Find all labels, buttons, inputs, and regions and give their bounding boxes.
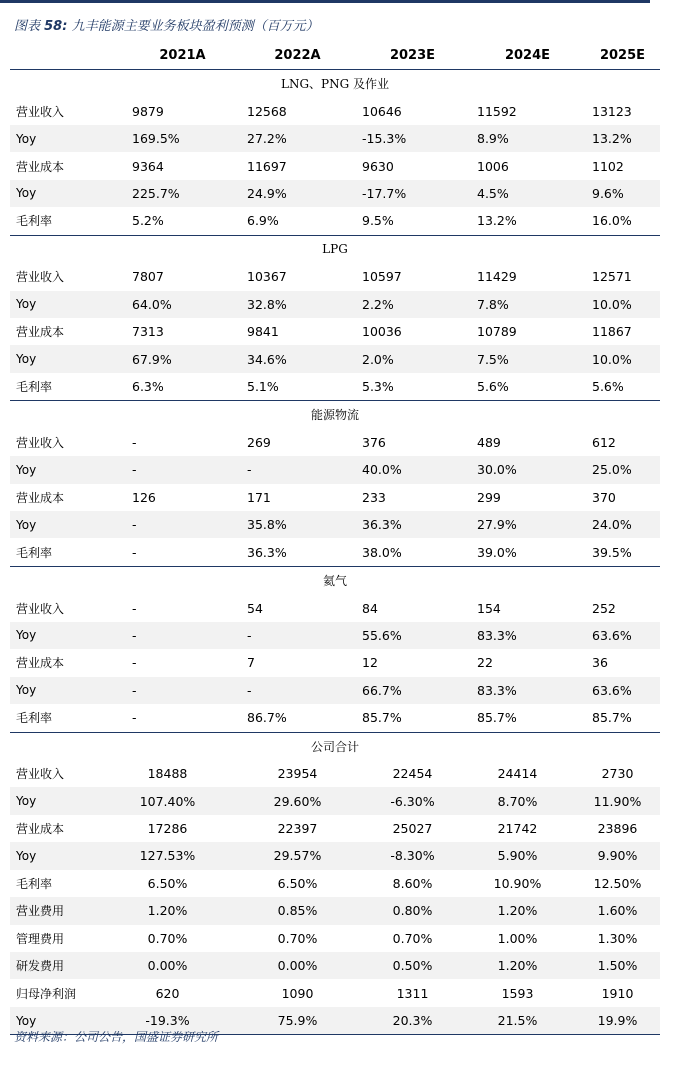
table-cell: 12568 bbox=[247, 103, 287, 119]
table-cell: 13.2% bbox=[585, 125, 660, 152]
table-cell: 1.00% bbox=[497, 930, 538, 946]
table-cell: 0.00% bbox=[240, 952, 355, 979]
table-cell: 24.9% bbox=[240, 180, 355, 207]
row-label: 营业成本 bbox=[16, 325, 65, 340]
table-row bbox=[10, 842, 660, 869]
header-cell-empty bbox=[10, 42, 125, 70]
table-row bbox=[10, 318, 660, 345]
top-rule bbox=[0, 0, 650, 3]
table-cell: - bbox=[240, 456, 355, 483]
row-label: Yoy bbox=[10, 842, 125, 869]
table-cell: 32.8% bbox=[240, 291, 355, 318]
table-cell: 233 bbox=[362, 489, 386, 505]
table-cell: -6.30% bbox=[355, 787, 470, 814]
row-label: 毛利率 bbox=[16, 380, 53, 395]
table-cell: 1102 bbox=[592, 158, 624, 174]
table-row bbox=[10, 207, 660, 235]
table-row bbox=[10, 345, 660, 372]
table-cell: 7.8% bbox=[470, 291, 585, 318]
table-cell: - bbox=[240, 677, 355, 704]
table-cell: 1311 bbox=[396, 985, 429, 1001]
table-cell: 63.6% bbox=[585, 622, 660, 649]
table-cell: 9.90% bbox=[585, 842, 660, 869]
section-title: LNG、PNG 及作业 bbox=[280, 77, 390, 92]
figure-title-prefix: 图表 bbox=[14, 19, 45, 34]
table-cell: 1.30% bbox=[597, 930, 638, 946]
table-cell: 29.57% bbox=[240, 842, 355, 869]
row-label: 毛利率 bbox=[16, 876, 53, 891]
table-cell: 8.9% bbox=[470, 125, 585, 152]
table-row bbox=[10, 594, 660, 621]
row-label: 毛利率 bbox=[16, 711, 53, 726]
row-label: 营业成本 bbox=[16, 159, 65, 174]
table-cell: 6.9% bbox=[247, 213, 279, 229]
row-label: 研发费用 bbox=[10, 952, 125, 979]
header-cell-2025e: 2025E bbox=[585, 42, 660, 70]
table-cell: 10.0% bbox=[585, 291, 660, 318]
table-row bbox=[10, 952, 660, 979]
table-cell: 252 bbox=[592, 600, 616, 616]
table-cell: 85.7% bbox=[477, 710, 517, 726]
table-cell: - bbox=[132, 544, 137, 560]
table-cell: 22397 bbox=[277, 821, 318, 837]
table-cell: 11697 bbox=[247, 158, 287, 174]
table-row bbox=[10, 704, 660, 732]
forecast-table bbox=[10, 42, 660, 1035]
table-cell: 64.0% bbox=[125, 291, 240, 318]
table-cell: 10597 bbox=[362, 269, 402, 285]
table-cell: 1.20% bbox=[470, 952, 585, 979]
table-cell: 154 bbox=[477, 600, 501, 616]
table-cell: 10789 bbox=[477, 324, 517, 340]
table-cell: -17.7% bbox=[355, 180, 470, 207]
table-cell: 23954 bbox=[277, 766, 318, 782]
table-cell: 7 bbox=[247, 655, 255, 671]
table-cell: 5.90% bbox=[470, 842, 585, 869]
table-cell: - bbox=[125, 456, 240, 483]
header-cell-2023e: 2023E bbox=[355, 42, 470, 70]
row-label: Yoy bbox=[10, 125, 125, 152]
row-label: Yoy bbox=[10, 622, 125, 649]
table-row bbox=[10, 152, 660, 179]
table-cell: 12571 bbox=[592, 269, 632, 285]
table-cell: 9.6% bbox=[585, 180, 660, 207]
header-cell-2022a: 2022A bbox=[240, 42, 355, 70]
row-label: 营业收入 bbox=[16, 767, 65, 782]
table-cell: 1.60% bbox=[585, 897, 660, 924]
table-cell: 376 bbox=[362, 434, 386, 450]
table-cell: 23896 bbox=[597, 821, 638, 837]
table-cell: 25.0% bbox=[585, 456, 660, 483]
row-label: Yoy bbox=[10, 456, 125, 483]
table-cell: 22 bbox=[477, 655, 493, 671]
table-cell: 0.70% bbox=[392, 930, 433, 946]
table-cell: 5.3% bbox=[362, 379, 394, 395]
table-cell: 5.2% bbox=[132, 213, 164, 229]
table-cell: 21.5% bbox=[470, 1007, 585, 1035]
table-row bbox=[10, 649, 660, 676]
table-cell: 269 bbox=[247, 434, 271, 450]
section-header-row bbox=[10, 235, 660, 263]
table-row bbox=[10, 125, 660, 152]
table-cell: 11867 bbox=[592, 324, 632, 340]
table-cell: - bbox=[125, 511, 240, 538]
table-cell: 27.2% bbox=[240, 125, 355, 152]
table-cell: 10.0% bbox=[585, 345, 660, 372]
table-row bbox=[10, 870, 660, 897]
table-cell: 7.5% bbox=[470, 345, 585, 372]
table-cell: 12.50% bbox=[593, 875, 642, 891]
table-cell: 22454 bbox=[392, 766, 433, 782]
table-cell: 1910 bbox=[601, 985, 634, 1001]
table-row bbox=[10, 622, 660, 649]
row-label: Yoy bbox=[10, 180, 125, 207]
table-cell: 127.53% bbox=[125, 842, 240, 869]
figure-number: 58: bbox=[44, 19, 68, 34]
row-label: 管理费用 bbox=[16, 931, 65, 946]
table-cell: 29.60% bbox=[240, 787, 355, 814]
table-cell: 9364 bbox=[132, 158, 164, 174]
table-cell: 5.6% bbox=[477, 379, 509, 395]
table-cell: 1.20% bbox=[125, 897, 240, 924]
row-label: Yoy bbox=[10, 787, 125, 814]
section-header-row bbox=[10, 401, 660, 429]
table-cell: 63.6% bbox=[585, 677, 660, 704]
table-cell: 7313 bbox=[132, 324, 164, 340]
table-cell: 0.70% bbox=[277, 930, 318, 946]
table-cell: 2.2% bbox=[355, 291, 470, 318]
table-cell: 10.90% bbox=[493, 875, 542, 891]
table-cell: 6.50% bbox=[147, 875, 188, 891]
table-row bbox=[10, 373, 660, 401]
table-row bbox=[10, 677, 660, 704]
table-cell: 40.0% bbox=[355, 456, 470, 483]
table-cell: 35.8% bbox=[240, 511, 355, 538]
table-cell: 0.80% bbox=[355, 897, 470, 924]
table-cell: 1.20% bbox=[470, 897, 585, 924]
table-cell: 10036 bbox=[362, 324, 402, 340]
table-cell: - bbox=[240, 622, 355, 649]
section-header-row bbox=[10, 732, 660, 760]
header-row bbox=[10, 42, 660, 70]
row-label: 营业收入 bbox=[16, 270, 65, 285]
row-label: 归母净利润 bbox=[16, 986, 77, 1001]
section-title: LPG bbox=[10, 235, 660, 263]
row-label: 营业成本 bbox=[16, 656, 65, 671]
table-row bbox=[10, 897, 660, 924]
table-row bbox=[10, 538, 660, 566]
table-cell: 34.6% bbox=[240, 345, 355, 372]
section-title: 能源物流 bbox=[10, 401, 660, 429]
row-label: 营业收入 bbox=[16, 104, 65, 119]
table-cell: - bbox=[125, 677, 240, 704]
table-cell: 11429 bbox=[477, 269, 517, 285]
table-cell: 1593 bbox=[501, 985, 534, 1001]
row-label: 毛利率 bbox=[16, 214, 53, 229]
table-cell: 370 bbox=[592, 489, 616, 505]
table-cell: 11.90% bbox=[585, 787, 660, 814]
table-cell: -8.30% bbox=[355, 842, 470, 869]
table-row bbox=[10, 429, 660, 456]
table-cell: 2.0% bbox=[355, 345, 470, 372]
table-row bbox=[10, 97, 660, 124]
table-cell: 11592 bbox=[477, 103, 517, 119]
table-cell: 8.60% bbox=[392, 875, 433, 891]
table-row bbox=[10, 760, 660, 787]
table-row bbox=[10, 511, 660, 538]
table-cell: 21742 bbox=[497, 821, 538, 837]
table-cell: 17286 bbox=[147, 821, 188, 837]
table-cell: 27.9% bbox=[470, 511, 585, 538]
table-cell: 10646 bbox=[362, 103, 402, 119]
table-row bbox=[10, 456, 660, 483]
row-label: Yoy bbox=[10, 677, 125, 704]
header-cell-2024e: 2024E bbox=[470, 42, 585, 70]
table-cell: 169.5% bbox=[125, 125, 240, 152]
table-row bbox=[10, 484, 660, 511]
table-cell: 299 bbox=[477, 489, 501, 505]
table-body bbox=[10, 70, 660, 1035]
section-title: 公司合计 bbox=[10, 732, 660, 760]
section-title: 氦气 bbox=[10, 566, 660, 594]
row-label: 毛利率 bbox=[16, 545, 53, 560]
section-header-row bbox=[10, 70, 660, 98]
table-cell: 1090 bbox=[281, 985, 314, 1001]
table-cell: - bbox=[125, 622, 240, 649]
table-row bbox=[10, 815, 660, 842]
table-cell: 85.7% bbox=[362, 710, 402, 726]
table-cell: 6.3% bbox=[132, 379, 164, 395]
table-cell: 10367 bbox=[247, 269, 287, 285]
table-cell: 25027 bbox=[392, 821, 433, 837]
table-cell: 24.0% bbox=[585, 511, 660, 538]
table-cell: 620 bbox=[155, 985, 180, 1001]
table-cell: 9630 bbox=[362, 158, 394, 174]
table-cell: 0.70% bbox=[147, 930, 188, 946]
table-cell: 107.40% bbox=[125, 787, 240, 814]
table-cell: 85.7% bbox=[592, 710, 632, 726]
row-label: 营业费用 bbox=[10, 897, 125, 924]
table-cell: 16.0% bbox=[592, 213, 632, 229]
table-cell: - bbox=[132, 434, 137, 450]
table-cell: 225.7% bbox=[125, 180, 240, 207]
table-row bbox=[10, 979, 660, 1006]
table-cell: 2730 bbox=[601, 766, 634, 782]
table-row bbox=[10, 925, 660, 952]
row-label: Yoy bbox=[10, 511, 125, 538]
row-label: 营业成本 bbox=[16, 490, 65, 505]
table-cell: 54 bbox=[247, 600, 263, 616]
table-cell: 612 bbox=[592, 434, 616, 450]
table-cell: 12 bbox=[362, 655, 378, 671]
table-cell: 13.2% bbox=[477, 213, 517, 229]
row-label: Yoy bbox=[10, 291, 125, 318]
table-cell: 19.9% bbox=[585, 1007, 660, 1035]
figure-title bbox=[14, 13, 319, 41]
table-cell: 83.3% bbox=[470, 677, 585, 704]
table-cell: 83.3% bbox=[470, 622, 585, 649]
table-cell: 20.3% bbox=[355, 1007, 470, 1035]
table-cell: 9879 bbox=[132, 103, 164, 119]
table-cell: 171 bbox=[247, 489, 271, 505]
table-cell: 489 bbox=[477, 434, 501, 450]
table-cell: 0.85% bbox=[240, 897, 355, 924]
table-cell: 13123 bbox=[592, 103, 632, 119]
table-cell: 55.6% bbox=[355, 622, 470, 649]
table-row bbox=[10, 787, 660, 814]
table-cell: 9841 bbox=[247, 324, 279, 340]
table-row bbox=[10, 180, 660, 207]
row-label: 营业收入 bbox=[16, 435, 65, 450]
table-cell: 1006 bbox=[477, 158, 509, 174]
table-cell: - bbox=[132, 655, 137, 671]
table-cell: 5.6% bbox=[592, 379, 624, 395]
section-header-row bbox=[10, 566, 660, 594]
table-cell: 0.50% bbox=[355, 952, 470, 979]
table-cell: 4.5% bbox=[470, 180, 585, 207]
table-cell: 36.3% bbox=[247, 544, 287, 560]
table-row bbox=[10, 263, 660, 290]
table-cell: 39.5% bbox=[592, 544, 632, 560]
table-cell: 1.50% bbox=[585, 952, 660, 979]
table-cell: 0.00% bbox=[125, 952, 240, 979]
table-cell: 8.70% bbox=[470, 787, 585, 814]
figure-title-text: 九丰能源主要业务板块盈利预测（百万元） bbox=[67, 19, 319, 34]
row-label: Yoy bbox=[10, 345, 125, 372]
table-cell: 36 bbox=[592, 655, 608, 671]
table-cell: 84 bbox=[362, 600, 378, 616]
table-cell: 9.5% bbox=[362, 213, 394, 229]
table-cell: 30.0% bbox=[470, 456, 585, 483]
table-cell: - bbox=[132, 710, 137, 726]
table-cell: 39.0% bbox=[477, 544, 517, 560]
table-cell: 36.3% bbox=[355, 511, 470, 538]
source-note: 资料来源：公司公告，国盛证券研究所 bbox=[14, 1030, 219, 1044]
table-row bbox=[10, 291, 660, 318]
row-label: 营业成本 bbox=[16, 822, 65, 837]
table-cell: 18488 bbox=[147, 766, 188, 782]
table-cell: -15.3% bbox=[355, 125, 470, 152]
row-label: Yoy bbox=[10, 1007, 125, 1035]
table-cell: 38.0% bbox=[362, 544, 402, 560]
table-cell: 86.7% bbox=[247, 710, 287, 726]
table-cell: - bbox=[132, 600, 137, 616]
table-cell: 7807 bbox=[132, 269, 164, 285]
table-cell: 24414 bbox=[497, 766, 538, 782]
table-cell: -19.3% bbox=[125, 1007, 240, 1035]
table-cell: 66.7% bbox=[355, 677, 470, 704]
table-cell: 6.50% bbox=[277, 875, 318, 891]
table-cell: 75.9% bbox=[240, 1007, 355, 1035]
table-cell: 5.1% bbox=[247, 379, 279, 395]
table-cell: 126 bbox=[132, 489, 156, 505]
row-label: 营业收入 bbox=[16, 601, 65, 616]
table-cell: 67.9% bbox=[125, 345, 240, 372]
header-cell-2021a: 2021A bbox=[125, 42, 240, 70]
